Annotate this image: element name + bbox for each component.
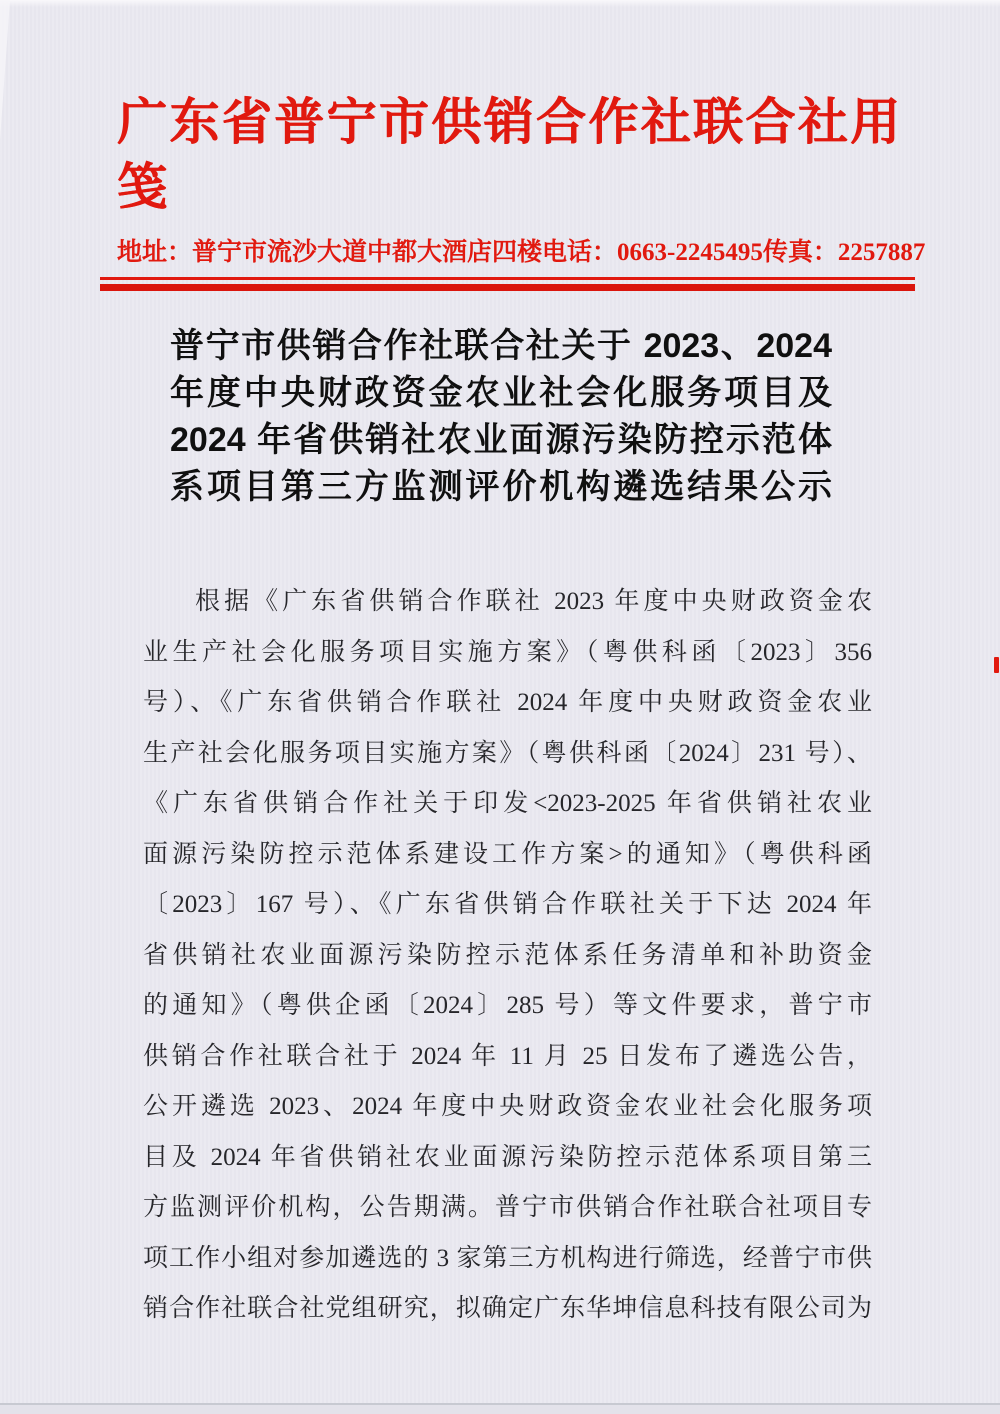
body-line: 业生产社会化服务项目实施方案》（粤供科函〔2023〕356 [143,638,872,666]
body-line: 方监测评价机构，公告期满。普宁市供销合作社联合社项目专 [143,1194,872,1221]
body-line: 生产社会化服务项目实施方案》（粤供科函〔2024〕231 号）、 [143,739,872,767]
document-body [143,577,872,1335]
letterhead-phone: 电话：0663-2245495 [542,239,763,266]
body-line: 的通知》（粤供企函〔2024〕285 号）等文件要求，普宁市 [143,992,872,1019]
document-title-line: 普宁市供销合作社联合社关于 2023、2024 [170,327,832,365]
body-line: 面源污染防控示范体系建设工作方案>的通知》（粤供科函 [143,840,872,868]
document-title-line: 年度中央财政资金农业社会化服务项目及 [170,374,832,412]
body-line: 〔2023〕167 号）、《广东省供销合作联社关于下达 2024 年 [143,891,872,918]
letterhead-fax: 传真：2257887 [762,239,926,266]
letterhead-org-title: 广东省普宁市供销合作社联合社用笺 [117,94,900,215]
body-line: 号）、《广东省供销合作联社 2024 年度中央财政资金农业 [143,689,872,716]
document-title [170,323,832,511]
double-rule-thin-line [100,277,915,280]
letterhead [0,0,1000,291]
body-line: 省供销社农业面源污染防控示范体系任务清单和补助资金 [143,941,872,969]
body-line: 《广东省供销合作社关于印发<2023-2025 年省供销社农业 [143,790,872,817]
double-rule-thick-line [100,284,915,291]
body-line: 公开遴选 2023、2024 年度中央财政资金农业社会化服务项 [143,1093,872,1120]
body-line: 项工作小组对参加遴选的 3 家第三方机构进行筛选，经普宁市供 [143,1244,872,1272]
body-line: 供销合作社联合社于 2024 年 11 月 25 日发布了遴选公告， [143,1042,872,1070]
scan-top-edge [0,0,1000,7]
document-title-line: 系项目第三方监测评价机构遴选结果公示 [170,468,832,506]
letterhead-contact-line [117,232,926,268]
body-line: 销合作社联合社党组研究，拟确定广东华坤信息科技有限公司为 [143,1295,872,1322]
letterhead-address: 地址：普宁市流沙大道中都大酒店四楼 [117,239,543,266]
document-title-line: 2024 年省供销社农业面源污染防控示范体 [170,421,832,459]
scan-red-mark [994,657,999,673]
body-line: 目及 2024 年省供销社农业面源污染防控示范体系项目第三 [143,1143,872,1171]
body-line: 根据《广东省供销合作联社 2023 年度中央财政资金农 [195,588,872,615]
letterhead-double-rule [100,277,915,291]
scan-bottom-edge [0,1403,1000,1414]
